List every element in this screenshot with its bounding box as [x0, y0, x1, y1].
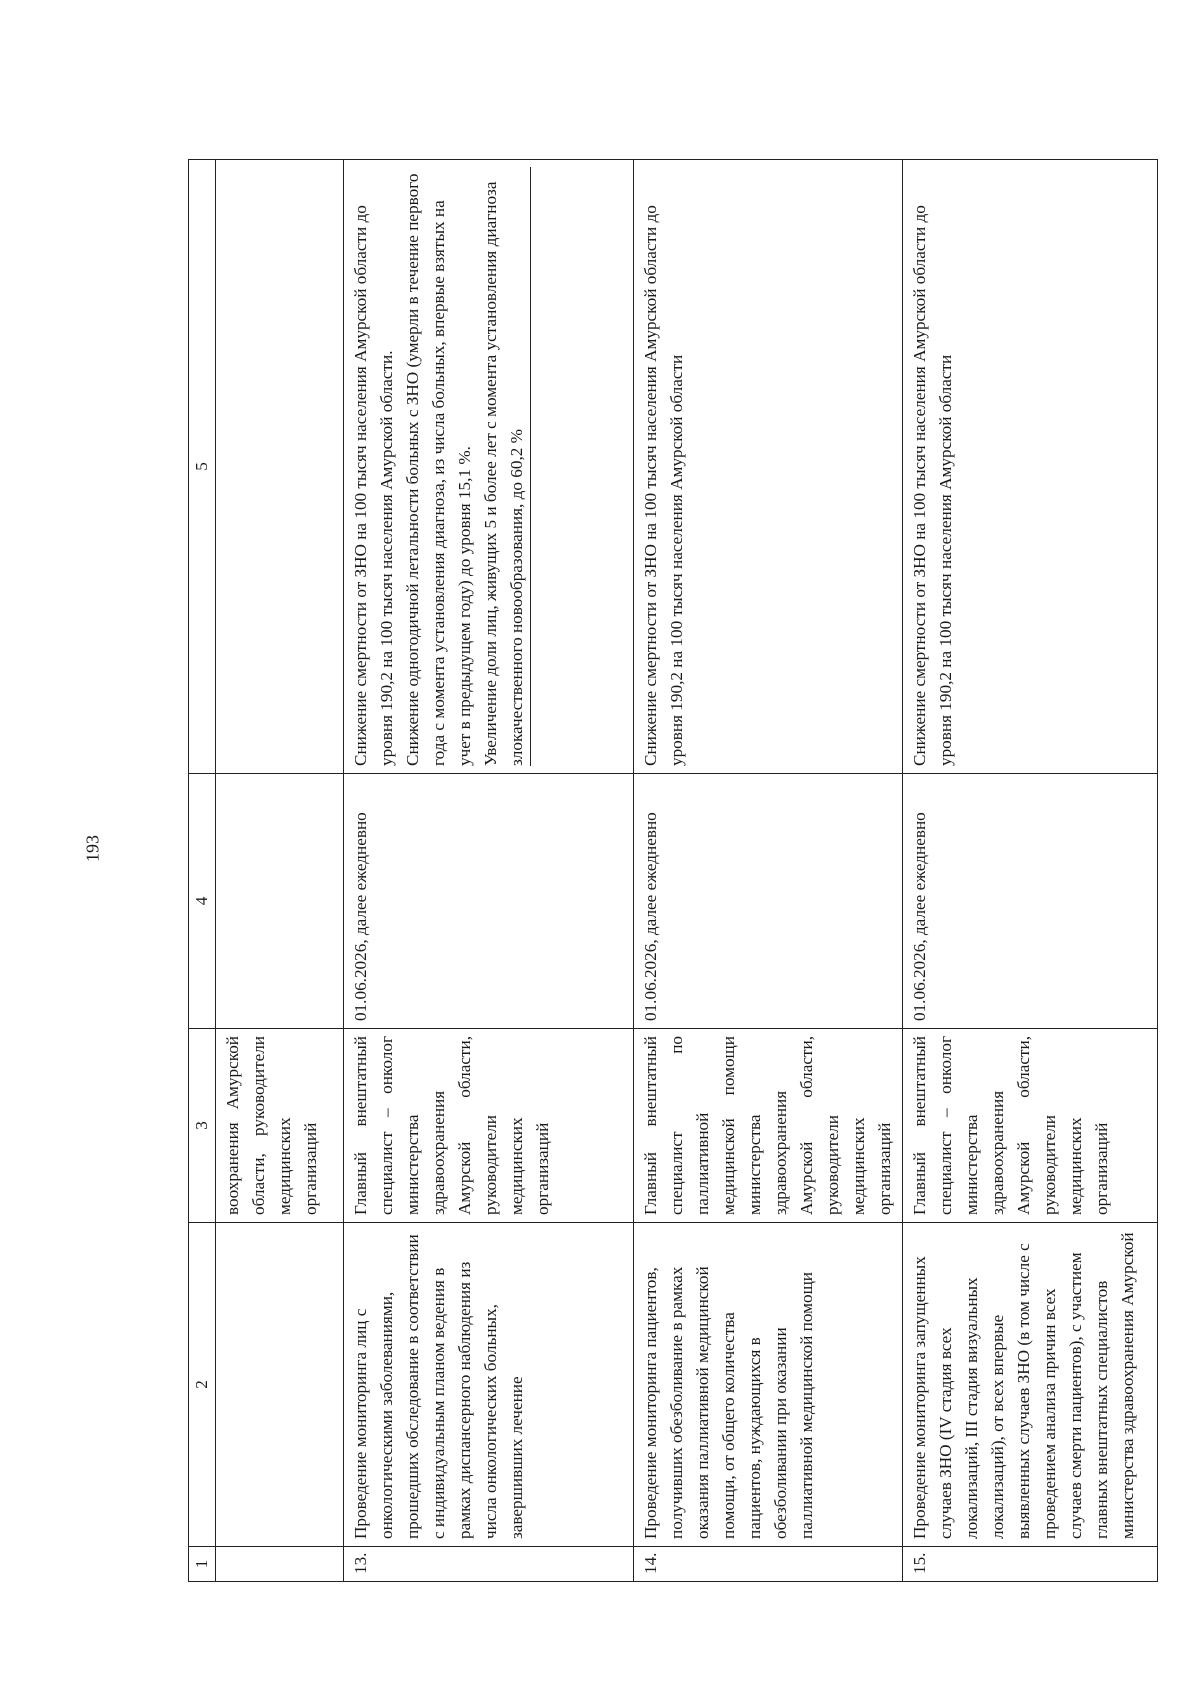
header-cell-2: 2 — [189, 1223, 216, 1547]
row-number: 15. — [903, 1547, 1158, 1582]
result-line: Снижение одногодичной летальности больных с ЗНО (умерли в течение первого года с момента установления диагноза, из числа больных, впервые взятых на учет в предыдущем году) до уровня 15,1 %. — [403, 173, 474, 766]
result-line: Снижение смертности от ЗНО на 100 тысяч населения Амурской области до уровня 190,2 на 100 тысяч населения Амурской области. — [351, 205, 396, 766]
continuation-responsible: воохранения Амурской области, руководители медицинских организаций — [216, 1029, 344, 1223]
activity-cell: Проведение мониторинга лиц с онкологическими заболеваниями, прошедших обследование в соответствии с индивидуальным планом ведения в рамках диспансерного наблюдения из числа онкологических больных, завершивших лечение — [344, 1223, 634, 1547]
responsible-cell: Главный внештатный специалист – онколог министерства здравоохранения Амурской области, руководители медицинских организаций — [903, 1029, 1158, 1223]
continuation-row — [216, 160, 344, 1582]
table-row — [344, 160, 634, 1582]
activity-cell: Проведение мониторинга пациентов, получивших обезболивание в рамках оказания паллиативной медицинской помощи, от общего количества пациентов, нуждающихся в обезболивании при оказании паллиативной медицинской помощи — [634, 1223, 903, 1547]
header-cell-4: 4 — [189, 774, 216, 1029]
deadline-cell: 01.06.2026, далее ежедневно — [634, 774, 903, 1029]
page-number: 193 — [82, 835, 103, 862]
cell-empty — [216, 1547, 344, 1582]
result-line: Увеличение доли лиц, живущих 5 и более лет с момента установления диагноза злокачественного новообразования, до 60,2 % — [478, 167, 531, 766]
header-cell-3: 3 — [189, 1029, 216, 1223]
cell-empty — [216, 774, 344, 1029]
header-row — [189, 160, 216, 1582]
results-cell — [634, 160, 903, 774]
results-cell — [903, 160, 1158, 774]
table-row — [634, 160, 903, 1582]
responsible-cell: Главный внештатный специалист по паллиативной медицинской помощи министерства здравоохранения Амурской области, руководители медицинских организаций — [634, 1029, 903, 1223]
deadline-cell: 01.06.2026, далее ежедневно — [903, 774, 1158, 1029]
results-cell — [344, 160, 634, 774]
cell-empty — [216, 1223, 344, 1547]
cell-empty — [216, 160, 344, 774]
responsible-cell: Главный внештатный специалист – онколог министерства здравоохранения Амурской области, руководители медицинских организаций — [344, 1029, 634, 1223]
header-cell-1: 1 — [189, 1547, 216, 1582]
result-line: Снижение смертности от ЗНО на 100 тысяч населения Амурской области до уровня 190,2 на 100 тысяч населения Амурской области — [910, 205, 955, 766]
activity-cell: Проведение мониторинга запущенных случаев ЗНО (IV стадия всех локализаций, III стадия визуальных локализаций), от всех впервые выявленных случаев ЗНО (в том числе с проведением анализа причин всех случаев смерти пациентов), с участием главных внештатных специалистов министерства здравоохранения Амурской — [903, 1223, 1158, 1547]
table-row — [903, 160, 1158, 1582]
deadline-cell: 01.06.2026, далее ежедневно — [344, 774, 634, 1029]
header-cell-5: 5 — [189, 160, 216, 774]
plan-table — [188, 159, 1158, 1582]
row-number: 13. — [344, 1547, 634, 1582]
result-line: Снижение смертности от ЗНО на 100 тысяч населения Амурской области до уровня 190,2 на 100 тысяч населения Амурской области — [641, 205, 686, 766]
row-number: 14. — [634, 1547, 903, 1582]
rotated-table-container — [188, 160, 1158, 1582]
